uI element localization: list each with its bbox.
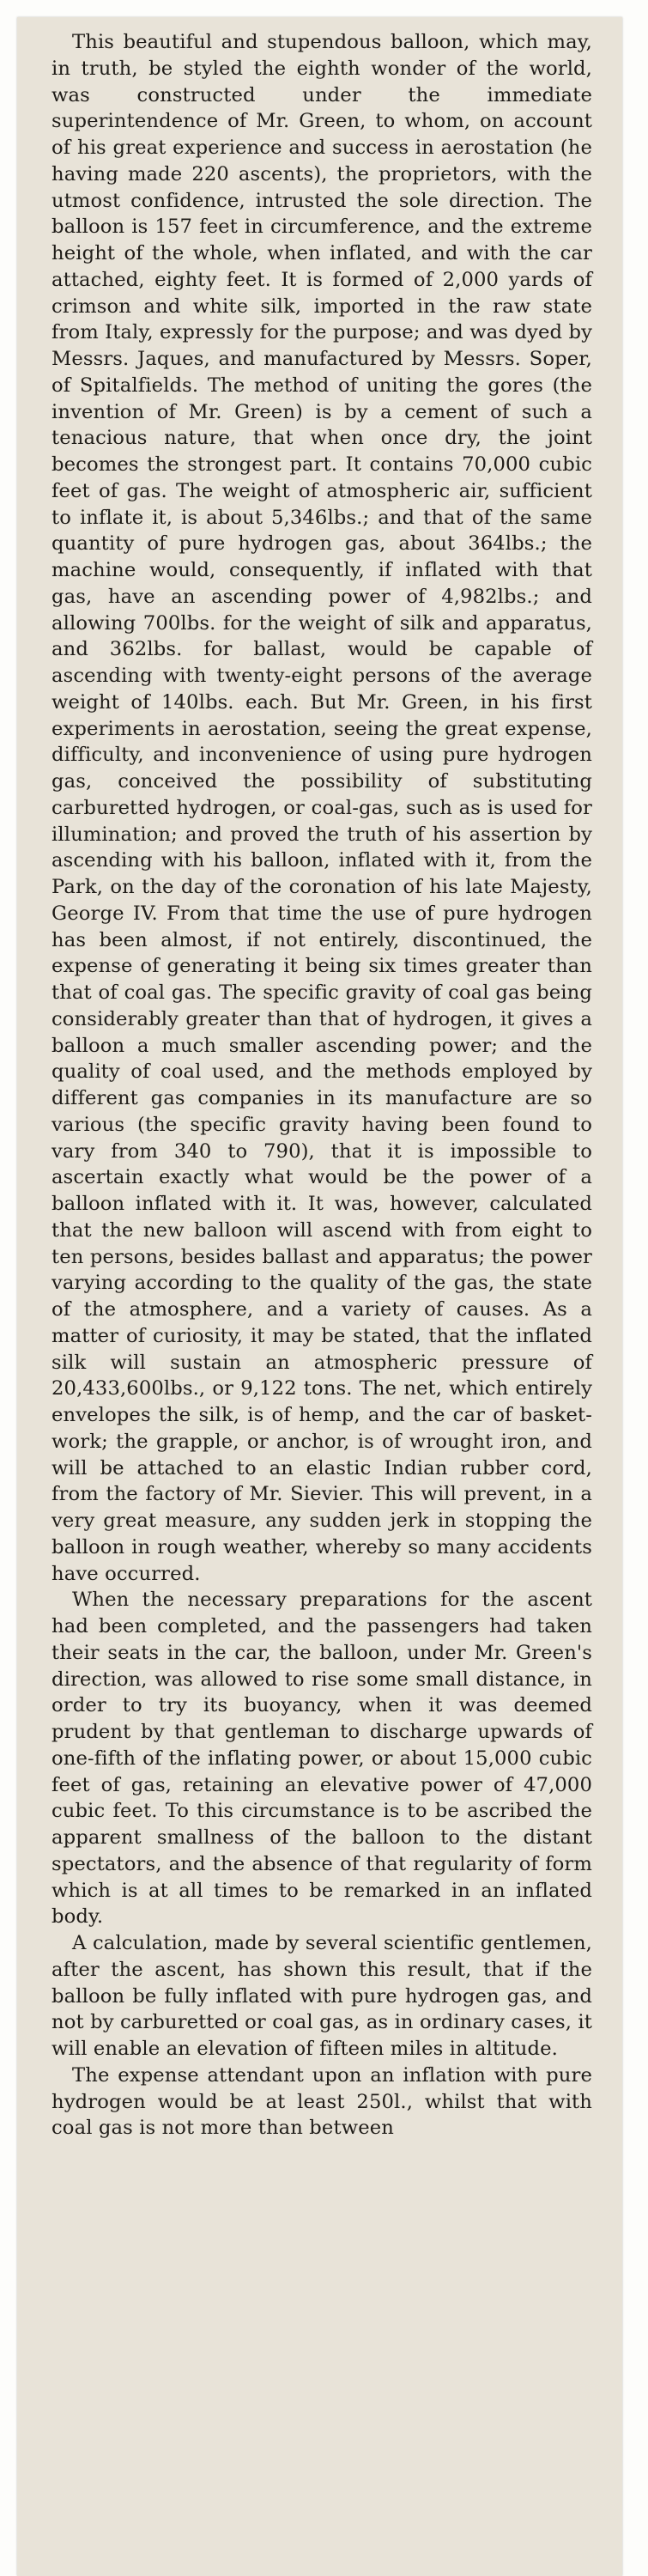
article-paragraph: When the necessary preparations for the ascent had been completed, and the passengers had taken their seats in the car, the balloon, under Mr. Green's direction, was allowed to rise some small distance, in order to try its buoyancy, when it was deemed prudent by that gentleman to discharge upwards of one-fifth of the inflating power, or about 15,000 cubic feet of gas, retaining an elevative power of 47,000 cubic feet. To this circumstance is to be ascribed the apparent smallness of the balloon to the distant spectators, and the absence of that regularity of form which is at all times to be remarked in an inflated body. bbox=[51, 1589, 592, 1929]
article-column bbox=[51, 29, 592, 2142]
article-paragraph: A calculation, made by several scientific gentlemen, after the ascent, has shown this result, that if the balloon be fully inflated with pure hydrogen gas, and not by carburetted or coal gas, as in ordinary cases, it will enable an elevation of fifteen miles in altitude. bbox=[51, 1932, 592, 2060]
article-paragraph: This beautiful and stupendous balloon, which may, in truth, be styled the eighth wonder of the world, was constructed under the immediate superintendence of Mr. Green, to whom, on account of his great experience and success in aerostation (he having made 220 ascents), the proprietors, with the utmost confidence, intrusted the sole direction. The balloon is 157 feet in circumference, and the extreme height of the whole, when inflated, and with the car attached, eighty feet. It is formed of 2,000 yards of crimson and white silk, imported in the raw state from Italy, expressly for the purpose; and was dyed by Messrs. Jaques, and manufactured by Messrs. Soper, of Spitalfields. The method of uniting the gores (the invention of Mr. Green) is by a cement of such a tenacious nature, that when once dry, the joint becomes the strongest part. It contains 70,000 cubic feet of gas. The weight of atmospheric air, sufficient to inflate it, is about 5,346lbs.; and that of the same quantity of pure hydrogen gas, about 364lbs.; the machine would, consequently, if inflated with that gas, have an ascending power of 4,982lbs.; and allowing 700lbs. for the weight of silk and apparatus, and 362lbs. for ballast, would be capable of ascending with twenty-eight persons of the average weight of 140lbs. each. But Mr. Green, in his first experiments in aerostation, seeing the great expense, difficulty, and inconvenience of using pure hydrogen gas, conceived the possibility of substituting carburetted hydrogen, or coal-gas, such as is used for illumination; and proved the truth of his assertion by ascending with his balloon, inflated with it, from the Park, on the day of the coronation of his late Majesty, George IV. From that time the use of pure hydrogen has been almost, if not entirely, discontinued, the expense of generating it being six times greater than that of coal gas. The specific gravity of coal gas being considerably greater than that of hydrogen, it gives a balloon a much smaller ascending power; and the quality of coal used, and the methods employed by different gas companies in its manufacture are so various (the specific gravity having been found to vary from 340 to 790), that it is impossible to ascertain exactly what would be the power of a balloon inflated with it. It was, however, calculated that the new balloon will ascend with from eight to ten persons, besides ballast and apparatus; the power varying according to the quality of the gas, the state of the atmosphere, and a variety of causes. As a matter of curiosity, it may be stated, that the inflated silk will sustain an atmospheric pressure of 20,433,600lbs., or 9,122 tons. The net, which entirely envelopes the silk, is of hemp, and the car of basket-work; the grapple, or anchor, is of wrought iron, and will be attached to an elastic Indian rubber cord, from the factory of Mr. Sievier. This will prevent, in a very great measure, any sudden jerk in stopping the balloon in rough weather, whereby so many accidents have occurred. bbox=[51, 31, 592, 1585]
newspaper-clipping bbox=[17, 17, 622, 2576]
clipping-bottom-edge bbox=[17, 2542, 622, 2576]
article-paragraph: The expense attendant upon an inflation with pure hydrogen would be at least 250l., whilst that with coal gas is not more than between bbox=[51, 2063, 592, 2140]
